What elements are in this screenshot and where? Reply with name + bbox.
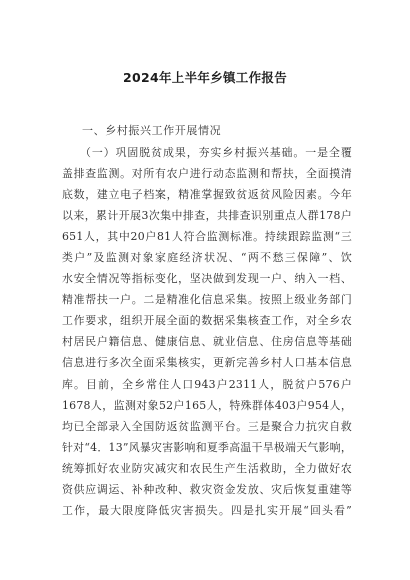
body-line: 类户”及监测对象家庭经济状况、“两不愁三保障”、饮 [62,251,352,265]
body-line: 库。目前，全乡常住人口943户2311人，脱贫户576户 [62,377,352,391]
body-line: 均已全部录入全国防返贫监测平台。三是聚合力抗灾自救 [62,419,352,433]
body-line: 信息进行多次全面采集核实，更新完善乡村人口基本信息 [62,356,352,370]
body-line: 底数，建立电子档案，精准掌握致贫返贫风险因素。今年 [62,188,352,202]
body-line: （一）巩固脱贫成果，夯实乡村振兴基础。一是全覆 [80,146,352,159]
document-title: 2024年上半年乡镇工作报告 [123,70,287,85]
body-line: 水安全情况等指标变化，坚决做到发现一户、纳入一档、 [62,272,352,286]
body-paragraph [62,142,352,521]
body-line: 651人，其中20户81人符合监测标准。持续跟踪监测“三 [62,230,352,244]
body-line: 1678人，监测对象52户165人，特殊群体403户954人， [62,398,352,412]
section-heading: 一、乡村振兴工作开展情况 [82,124,222,137]
body-line: 村居民户籍信息、健康信息、就业信息、住房信息等基础 [62,335,352,349]
body-line: 盖排查监测。对所有农户进行动态监测和帮扶，全面摸清 [62,167,352,181]
body-line: 统筹抓好农业防灾减灾和农民生产生活救助，全力做好农 [62,461,352,475]
body-line: 针对“4．13”风暴灾害影响和夏季高温干旱极端天气影响， [62,440,352,454]
body-line: 以来，累计开展3次集中排查，共排查识别重点人群178户 [62,209,352,223]
body-line: 精准帮扶一户。二是精准化信息采集。按照上级业务部门 [62,293,352,307]
body-line: 工作，最大限度降低灾害损失。四是扎实开展“回头看” [62,503,352,517]
body-line: 资供应调运、补种改种、救灾资金发放、灾后恢复重建等 [62,482,352,496]
body-line: 工作要求，组织开展全面的数据采集核查工作，对全乡农 [62,314,352,328]
